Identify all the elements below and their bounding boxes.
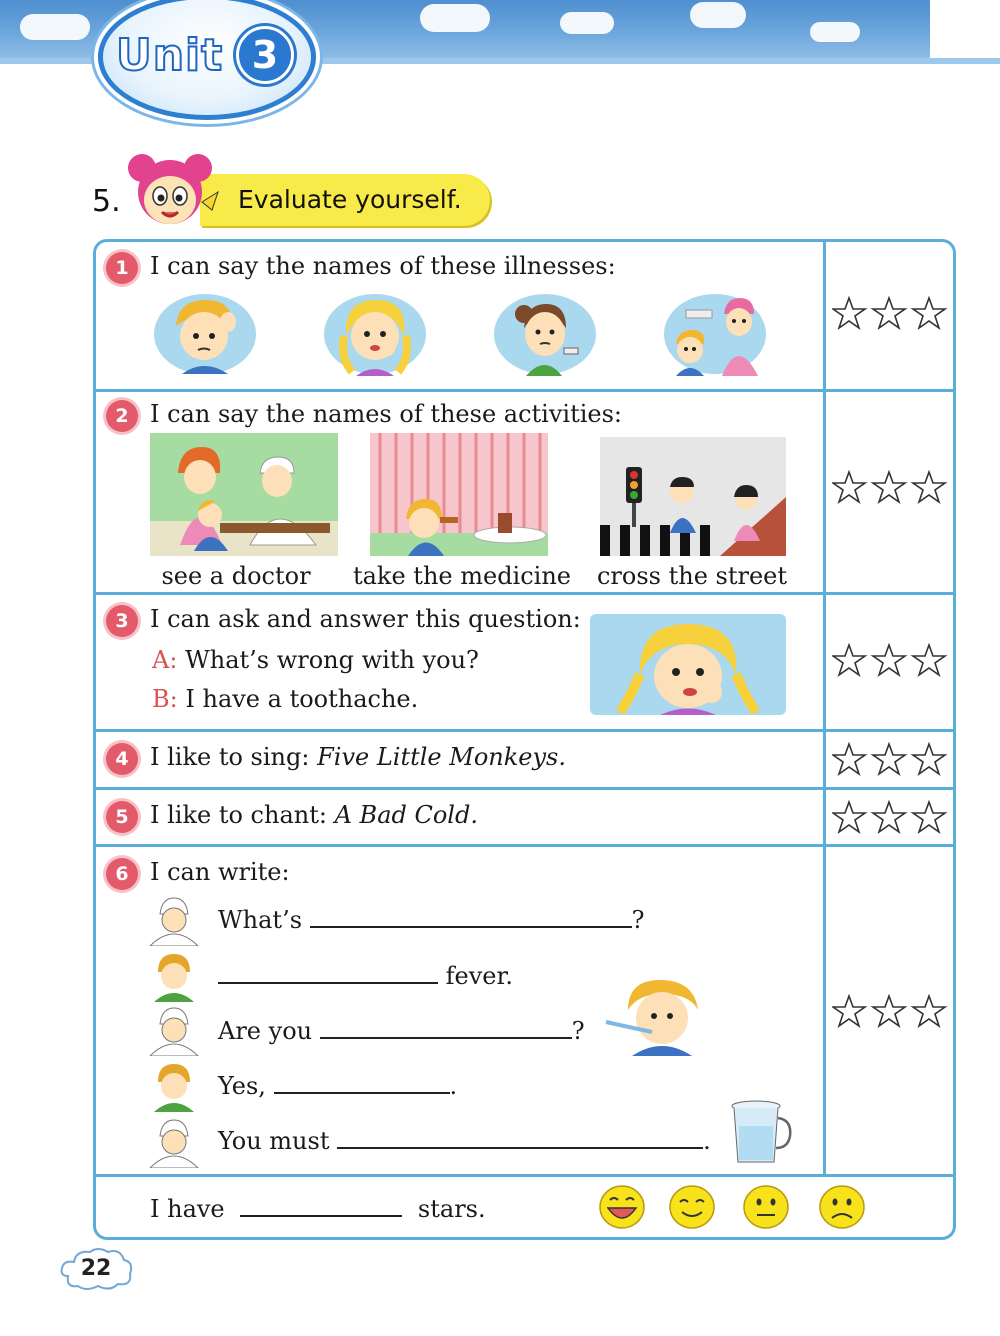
speaker-a-label: A:: [152, 646, 178, 674]
stars-total-end: stars.: [417, 1195, 486, 1223]
star-icon: [833, 298, 865, 328]
doctor-avatar-icon: [146, 1006, 202, 1056]
star-icon: [833, 645, 865, 675]
column-divider: [823, 241, 826, 1176]
page-number: 22: [80, 1256, 112, 1281]
row-5-text: [150, 801, 478, 829]
boy-avatar-icon: [150, 1062, 198, 1112]
star-icon: [873, 802, 905, 832]
speaker-a-text: What’s wrong with you?: [185, 646, 479, 674]
speaker-b-label: B:: [152, 685, 178, 713]
row-1-number: 1: [106, 252, 138, 284]
answer-blank[interactable]: [310, 906, 632, 928]
take-the-medicine-picture: [370, 433, 548, 556]
write-line-5: [218, 1127, 711, 1155]
mascot-icon: [120, 150, 220, 240]
chant-title: A Bad Cold.: [334, 801, 478, 829]
row-3-text: I can ask and answer this question:: [150, 605, 581, 633]
caption-see-a-doctor: see a doctor: [161, 562, 311, 590]
write-line-3: [218, 1017, 585, 1045]
row-4-stars[interactable]: [832, 742, 952, 776]
star-icon: [913, 802, 945, 832]
write-line-4: [218, 1072, 457, 1100]
star-icon: [873, 996, 905, 1026]
answer-blank[interactable]: [337, 1127, 703, 1149]
boy-avatar-icon: [150, 952, 198, 1002]
star-icon: [833, 802, 865, 832]
star-icon: [833, 472, 865, 502]
row-divider: [93, 787, 956, 790]
star-icon: [873, 744, 905, 774]
row-4-text: [150, 743, 566, 771]
row-divider: [93, 844, 956, 847]
answer-blank[interactable]: [218, 962, 438, 984]
toothache-girl-picture: [322, 292, 428, 376]
see-a-doctor-picture: [150, 433, 338, 556]
row-5-stars[interactable]: [832, 800, 952, 834]
row-divider: [93, 389, 956, 392]
doctor-avatar-icon: [146, 896, 202, 946]
row-1-stars[interactable]: [832, 296, 952, 330]
row-6-text: I can write:: [150, 858, 290, 886]
section-title: Evaluate yourself.: [238, 185, 462, 214]
doctor-boy-picture: [662, 292, 768, 376]
headache-boy-picture: [152, 292, 258, 376]
row-3-stars[interactable]: [832, 643, 952, 677]
sick-girl-picture: [492, 292, 598, 376]
caption-take-the-medicine: take the medicine: [352, 562, 572, 590]
write-line-4-end: .: [449, 1072, 458, 1100]
row-2-stars[interactable]: [832, 470, 952, 504]
star-icon: [913, 645, 945, 675]
star-icon: [913, 996, 945, 1026]
unit-number: 3: [236, 26, 294, 84]
sad-face-icon[interactable]: [818, 1184, 866, 1230]
write-line-5-start: You must: [218, 1127, 330, 1155]
thermometer-boy-picture: [598, 976, 708, 1056]
write-line-3-start: Are you: [218, 1017, 313, 1045]
row-1-text: I can say the names of these illnesses:: [150, 252, 616, 280]
dialogue-line-b: [152, 685, 418, 713]
water-cup-icon: [728, 1100, 796, 1166]
write-line-2-end: fever.: [445, 962, 513, 990]
cross-the-street-picture: [600, 437, 786, 556]
row-2-text: I can say the names of these activities:: [150, 400, 623, 428]
laughing-face-icon[interactable]: [598, 1184, 646, 1230]
write-line-3-end: ?: [571, 1017, 585, 1045]
write-line-2: [218, 962, 513, 990]
write-line-1-end: ?: [631, 906, 645, 934]
answer-blank[interactable]: [274, 1072, 450, 1094]
section-number: 5.: [92, 184, 121, 219]
star-icon: [833, 744, 865, 774]
smiling-face-icon[interactable]: [668, 1184, 716, 1230]
toothache-girl-large-picture: [590, 614, 786, 715]
star-icon: [913, 298, 945, 328]
song-title: Five Little Monkeys.: [317, 743, 566, 771]
row-6-number: 6: [106, 858, 138, 890]
dialogue-line-a: [152, 646, 479, 674]
row-4-number: 4: [106, 743, 138, 775]
row-divider: [93, 592, 956, 595]
answer-blank[interactable]: [320, 1017, 572, 1039]
row-5-prefix: I like to chant:: [150, 801, 327, 829]
speaker-b-text: I have a toothache.: [185, 685, 419, 713]
row-4-prefix: I like to sing:: [150, 743, 310, 771]
write-line-1: [218, 906, 645, 934]
stars-total-line: [150, 1195, 486, 1223]
star-icon: [833, 996, 865, 1026]
row-5-number: 5: [106, 801, 138, 833]
stars-total-start: I have: [150, 1195, 225, 1223]
row-3-number: 3: [106, 605, 138, 637]
write-line-4-start: Yes,: [218, 1072, 266, 1100]
star-icon: [873, 298, 905, 328]
star-icon: [913, 744, 945, 774]
row-6-stars[interactable]: [832, 994, 952, 1028]
caption-cross-the-street: cross the street: [596, 562, 788, 590]
doctor-avatar-icon: [146, 1118, 202, 1168]
stars-total-blank[interactable]: [240, 1195, 402, 1217]
write-line-1-start: What’s: [218, 906, 303, 934]
star-icon: [913, 472, 945, 502]
neutral-face-icon[interactable]: [742, 1184, 790, 1230]
row-divider: [93, 1174, 956, 1177]
row-2-number: 2: [106, 400, 138, 432]
row-divider: [93, 729, 956, 732]
star-icon: [873, 645, 905, 675]
star-icon: [873, 472, 905, 502]
unit-label: Unit: [116, 30, 224, 81]
write-line-5-end: .: [703, 1127, 711, 1155]
